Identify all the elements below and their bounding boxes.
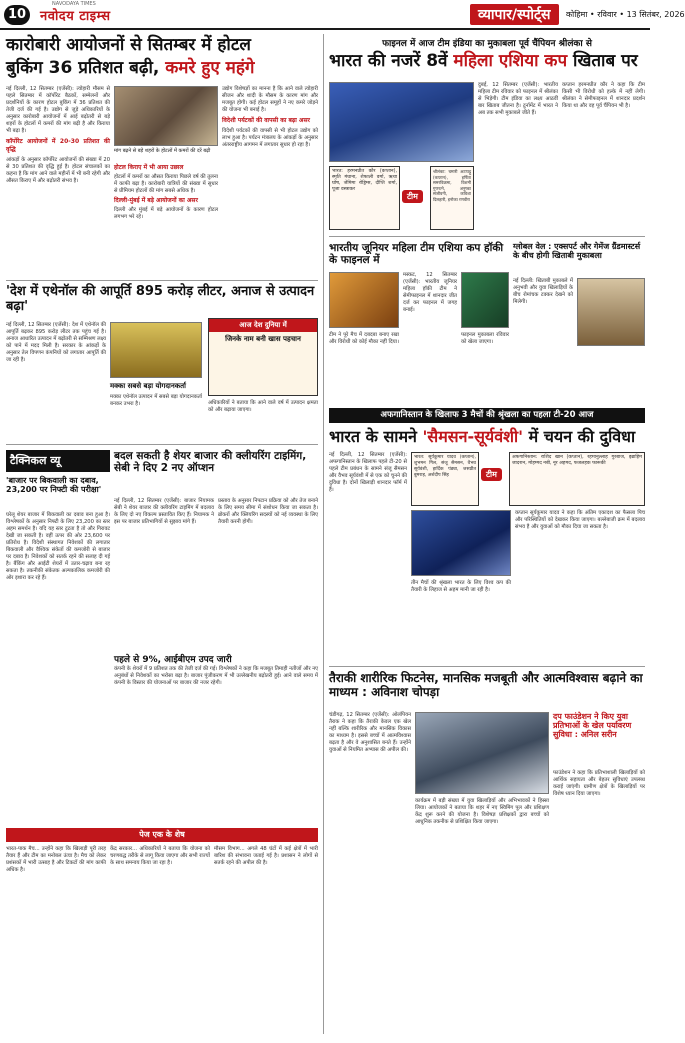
ethanol-photo — [110, 322, 202, 378]
hotel-body-col-3: उद्योग विशेषज्ञों का मानना है कि आने वाले त्योहारी सीजन और शादी के मौसम के कारण मांग और मजबूत होगी। कई होटल समूहों ने नए कमरे जोड़ने की योजना भी बनाई है। विदेशी पर्यटकों की वापसी का बढ़ा असर विदेशी पर्यटकों की वापसी से भी होटल उद्योग को लाभ हुआ है। पर्यटन मंत्रालय के आंकड़ों के अनुसार अंतरराष्ट्रीय आगमन में लगातार सुधार हो रहा है। — [222, 86, 318, 148]
swim-side-headline[interactable]: दप फाउंडेशन ने किए युवा प्रतिभाओं के खेल पर्यावरण सुविधा : अनिल सरीन — [553, 712, 632, 740]
inset-box[interactable] — [208, 318, 318, 396]
swim-body-2: कार्यक्रम में बड़ी संख्या में युवा खिलाड़ियों और अभिभावकों ने हिस्सा लिया। आयोजकों ने बताया कि शहर में नए स्विमिंग पूल और प्रशिक्षण केंद्र शुरू करने की योजना है। विशेषज्ञ प्रशिक्षकों द्वारा बच्चों को आधुनिक तकनीक से प्रशिक्षित किया जाएगा। — [415, 798, 549, 825]
hockey-headline[interactable]: भारतीय जूनियर महिला टीम एशिया कप हॉकी के फाइनल में — [329, 242, 504, 267]
page-ek-body-3: मौसम विभाग... अगले 48 घंटों में कई क्षेत्रों में भारी बारिश की संभावना जताई गई है। प्रशासन ने लोगों से सतर्क रहने की अपील की है। — [214, 846, 318, 866]
inset-box-title: आज देश दुनिया में — [209, 319, 317, 332]
rule — [6, 280, 318, 281]
samson-team-label: टीम — [481, 468, 502, 481]
hotel-body-col-1: नई दिल्ली, 12 सितम्बर (एजेंसी): त्योहारी मौसम से पहले सितम्बर में कॉर्पोरेट बैठकों, सम्मेलनों और प्रदर्शनियों के कारण होटल बुकिंग में 36 प्रतिशत की तेजी दर्ज की गई है। उद्योग से जुड़े अधिकारियों के अनुसार कारोबारी आयोजनों में आई बढ़ोतरी से बड़े शहरों के होटलों में कमरों की मांग बढ़ी है और किराया भी बढ़ा है। कॉर्पोरेट आयोजनों में 20-30 प्रतिशत की वृद्धि आंकड़ों के अनुसार कॉर्पोरेट आयोजनों की संख्या में 20 से 30 प्रतिशत की वृद्धि हुई है। होटल संचालकों का कहना है कि मांग आने वाले महीनों में भी बनी रहेगी और औसत किराए में और बढ़ोतरी संभव है। — [6, 86, 110, 184]
hockey-body-2: टीम ने पूरे मैच में दबदबा बनाए रखा और विरोधी को कोई मौका नहीं दिया। — [329, 332, 399, 345]
swim-side-body: फाउंडेशन ने कहा कि प्रतिभाशाली खिलाड़ियों को आर्थिक सहायता और बेहतर सुविधाएं उपलब्ध कराई जाएंगी। ग्रामीण क्षेत्रों के खिलाड़ियों पर विशेष ध्यान दिया जाएगा। — [553, 770, 645, 797]
hotel-headline-1: कारोबारी आयोजनों से सितम्बर में होटल — [6, 35, 251, 55]
rule — [329, 666, 645, 667]
hotel-headline-2: बुकिंग 36 प्रतिशत बढ़ी, — [6, 57, 160, 78]
date-line: कोहिमा • रविवार • 13 सितंबर, 2026 — [566, 10, 685, 19]
samson-photo — [411, 510, 511, 576]
cricket-kicker: फाइनल में आज टीम इंडिया का मुकाबला पूर्व चैंपियन श्रीलंका से — [382, 39, 592, 49]
rule — [6, 444, 318, 445]
sebi-body-1: नई दिल्ली, 12 सितम्बर (एजेंसी): बाजार नियामक सेबी ने शेयर बाजार की क्लीयरिंग टाइमिंग में बदलाव के लिए दो नए विकल्प प्रस्तावित किए हैं। नियामक ने इस पर बाजार प्रतिभागियों से सुझाव मांगे हैं। — [114, 498, 214, 525]
cricket-body-1: दुबई, 12 सितम्बर (एजेंसी): भारतीय महिला टीम रविवार को फाइनल में श्रीलंका से भिड़ेगी। टीम इंडिया का लक्ष्य आठवीं बार खिताब जीतना है। टूर्नामेंट में भारत ने अब तक सभी मुकाबले जीते हैं। — [478, 82, 558, 116]
hotel-story[interactable] — [6, 36, 318, 78]
samson-body-1: नई दिल्ली, 12 सितम्बर (एजेंसी): अफगानिस्तान के खिलाफ पहले टी-20 से पहले टीम प्रबंधन के सामने संजू सैमसन और वैभव सूर्यवंशी में से एक को चुनने की दुविधा है। दोनों खिलाड़ी शानदार फॉर्म में हैं। — [329, 452, 407, 493]
hotel-headline-red: कमरे हुए महंगे — [165, 57, 255, 78]
swim-body-1: चंडीगढ़, 12 सितम्बर (एजेंसी): ओलंपियन तैराक ने कहा कि तैराकी केवल एक खेल नहीं बल्कि शारीरिक और मानसिक विकास का माध्यम है। इससे बच्चों में आत्मविश्वास बढ़ता है और वे अनुशासित बनते हैं। उन्होंने युवाओं से नियमित अभ्यास की अपील की। — [329, 712, 411, 753]
ethanol-sub: मक्का सबसे बड़ा योगदानकर्ता — [110, 382, 186, 390]
samson-afg-squad: अफगानिस्तान: राशिद खान (कप्तान), रहमानुल्लाह गुरबाज, इब्राहिम जादरान, मोहम्मद नबी, नूर अहमद, फजलहक फारूकी — [512, 455, 642, 467]
ethanol-body-3: अधिकारियों ने बताया कि आने वाले वर्ष में उत्पादन क्षमता को और बढ़ाया जाएगा। — [208, 400, 318, 413]
technical-label: टैक्निकल व्यू — [6, 450, 110, 472]
cricket-headline-block[interactable] — [329, 52, 645, 72]
hotel-sub-1: कॉर्पोरेट आयोजनों में 20-30 प्रतिशत की वृद्धि — [6, 138, 110, 153]
hotel-sub-2: होटल किराए में भी आया उछाल — [114, 164, 184, 171]
sl-squad: श्रीलंका: चमारी अटापट्टू (कप्तान), हर्षिता समरविक्रमा, विशमी गुणरत्ने, अनुष्का संजीवनी, कविशा दिलहारी, इनोका रणवीरा — [433, 169, 471, 202]
sebi-headline[interactable]: बदल सकती है शेयर बाजार की क्लीयरिंग टाइमिंग, सेबी ने दिए 2 नए ऑप्शन — [114, 450, 307, 475]
badminton-headline[interactable]: ग्लोबल वेल : एक्सपर्ट और गेमेंज ग्रैंडमास्टर्स के बीच होगी खिताबी मुकाबला — [513, 242, 641, 261]
ethanol-headline[interactable]: 'देश में एथेनॉल की आपूर्ति 895 करोड़ लीटर, अनाज से उत्पादन बढ़ा' — [6, 284, 315, 314]
section-label: व्यापार/स्पोर्ट्स — [470, 4, 559, 25]
inset-box-text: जिनके नाम बनी खास पहचान — [225, 335, 301, 343]
masthead[interactable]: नवोदय टाइम्स — [40, 9, 111, 24]
sebi-body-2: प्रस्ताव के अनुसार निपटान प्रक्रिया को और तेज बनाने के लिए समय सीमा में संशोधन किया जा सकता है। ब्रोकरों और क्लियरिंग सदस्यों को नई व्यवस्था के लिए तैयारी करनी होगी। — [218, 498, 318, 525]
afg-squad-box — [509, 452, 645, 506]
hockey-photo-1 — [329, 272, 399, 328]
hockey-body-1: मस्कट, 12 सितम्बर (एजेंसी): भारतीय जूनियर महिला हॉकी टीम ने सेमीफाइनल में शानदार जीत दर्ज कर फाइनल में जगह बनाई। — [403, 272, 457, 313]
ethanol-body-2: मक्का एथेनॉल उत्पादन में सबसे बड़ा योगदानकर्ता बनकर उभरा है। — [110, 394, 202, 407]
cricket-body-2: कप्तान हरमनप्रीत कौर ने कहा कि टीम किसी भी विरोधी को हल्के में नहीं लेगी। श्रीलंका ने सेमीफाइनल में शानदार प्रदर्शन किया था और वह पूर्व चैंपियन भी है। — [562, 82, 645, 109]
cricket-headline-red: महिला एशिया कप — [453, 51, 568, 71]
afghan-band: अफगानिस्तान के खिलाफ 3 मैचों की श्रृंखला का पहला टी-20 आज — [329, 408, 645, 423]
rule — [329, 236, 645, 237]
samson-headline: भारत के सामने — [329, 427, 417, 446]
badminton-photo — [577, 278, 645, 346]
page-number: 10 — [4, 5, 30, 25]
page-header — [0, 0, 685, 30]
technical-body: घरेलू शेयर बाजार में बिकवाली का दबाव बना हुआ है। विश्लेषकों के अनुसार निफ्टी के लिए 23,200 का स्तर अहम समर्थन है। यदि यह स्तर टूटता है तो और गिरावट देखी जा सकती है। वहीं ऊपर की ओर 23,600 पर प्रतिरोध है। विदेशी संस्थागत निवेशकों की लगातार बिकवाली और वैश्विक संकेतों की कमजोरी से बाजार पर दबाव है। निवेशकों को सतर्क रहने की सलाह दी गई है। बैंकिंग और आईटी शेयरों में उतार-चढ़ाव बना रह सकता है। तकनीकी संकेतक अल्पकालिक कमजोरी की ओर इशारा कर रहे हैं। — [6, 512, 110, 581]
india-squad: भारत: हरमनप्रीत कौर (कप्तान), स्मृति मंधाना, शेफाली वर्मा, ऋचा घोष, जेमिमा रोड्रिग्स, दीप्ति शर्मा, पूजा वस्त्राकर — [332, 169, 397, 192]
sebi-body-3: कंपनी के शेयरों में 9 प्रतिशत तक की तेजी दर्ज की गई। विश्लेषकों ने कहा कि मजबूत तिमाही नतीजों और नए अनुबंधों से निवेशकों का भरोसा बढ़ा है। बाजार पूंजीकरण में भी उल्लेखनीय बढ़ोतरी हुई। आने वाले समय में कंपनी के विस्तार की योजनाओं पर बाजार की नजर रहेगी। — [114, 666, 318, 686]
ethanol-body-1: नई दिल्ली, 12 सितम्बर (एजेंसी): देश में एथेनॉल की आपूर्ति बढ़कर 895 करोड़ लीटर तक पहुंच गई है। अनाज आधारित उत्पादन में बढ़ोतरी से सम्मिश्रण लक्ष्य को पाने में मदद मिली है। सरकार के आंकड़ों के अनुसार तेल विपणन कंपनियों को लगातार आपूर्ति की जा रही है। — [6, 322, 106, 363]
samson-body-2: कप्तान सूर्यकुमार यादव ने कहा कि अंतिम एकादश का फैसला पिच और परिस्थितियों को देखकर किया जाएगा। बल्लेबाजी क्रम में बदलाव संभव है और युवाओं को मौका दिया जा सकता है। — [515, 510, 645, 530]
hotel-sub-4: विदेशी पर्यटकों की वापसी का बढ़ा असर — [222, 117, 311, 124]
swim-headline[interactable]: तैराकी शारीरिक फिटनेस, मानसिक मजबूती और आत्मविश्वास बढ़ाने का माध्यम : अविनाश चोपड़ा — [329, 671, 643, 699]
sl-squad-box — [430, 166, 474, 230]
hotel-photo — [114, 86, 218, 146]
sebi-sub: पहले से 9%, आईबीएम उपद जारी — [114, 655, 232, 665]
small-masthead: NAVODAYA TIMES — [52, 1, 96, 7]
samson-india-squad: भारत: सूर्यकुमार यादव (कप्तान), शुभमन गिल, संजू सैमसन, वैभव सूर्यवंशी, हार्दिक पंड्या, जसप्रीत बुमराह, अर्शदीप सिंह — [414, 455, 476, 478]
page-ek-body-1: भारत-पाक मैच... उन्होंने कहा कि खिलाड़ी पूरी तरह तैयार हैं और टीम का मनोबल ऊंचा है। मैच को लेकर प्रशंसकों में भारी उत्साह है और टिकटों की मांग काफी अधिक है। — [6, 846, 106, 873]
hotel-body-col-2: होटल किराए में भी आया उछाल होटलों में कमरों का औसत किराया पिछले वर्ष की तुलना में काफी बढ़ा है। कारोबारी यात्रियों की संख्या में सुधार से प्रीमियम होटलों की मांग सबसे अधिक है। दिल्ली-मुंबई में बड़े आयोजनों का असर दिल्ली और मुंबई में बड़े आयोजनों के कारण होटल लगभग भरे रहे। — [114, 164, 218, 220]
swim-photo — [415, 712, 549, 794]
cricket-photo — [329, 82, 474, 162]
page-ek-label: पेज एक के शेष — [6, 828, 318, 842]
hockey-body-3: फाइनल मुकाबला रविवार को खेला जाएगा। — [461, 332, 509, 345]
technical-headline[interactable]: 'बाजार पर बिकवाली का दबाव, 23,200 पर निफ्टी की परीक्षा' — [6, 476, 102, 495]
column-divider — [323, 34, 324, 1034]
cricket-headline: भारत की नजरें 8वें — [329, 51, 448, 71]
badminton-body: नई दिल्ली: खिताबी मुकाबले में अनुभवी और युवा खिलाड़ियों के बीच रोमांचक टक्कर देखने को मिलेगी। — [513, 278, 573, 305]
samson-headline-red: 'सैमसन-सूर्यवंशी' — [422, 427, 524, 446]
hotel-photo-caption: मांग बढ़ने से बड़े शहरों के होटलों में कमरों की दरें बढ़ी — [114, 148, 211, 154]
page-ek-body-2: केंद्र सरकार... अधिकारियों ने बताया कि योजना को चरणबद्ध तरीके से लागू किया जाएगा और सभी राज्यों के साथ समन्वय किया जा रहा है। — [110, 846, 210, 866]
india-squad-box — [329, 166, 400, 230]
samson-body-3: तीन मैचों की श्रृंखला भारत के लिए विश्व कप की तैयारी के लिहाज से अहम मानी जा रही है। — [411, 580, 511, 593]
team-label: टीम — [402, 190, 423, 203]
samson-headline-block[interactable] — [329, 428, 645, 446]
hotel-sub-3: दिल्ली-मुंबई में बड़े आयोजनों का असर — [114, 197, 198, 204]
cricket-headline-end: खिताब पर — [573, 51, 638, 71]
samson-headline-end: में चयन की दुविधा — [528, 427, 636, 446]
hockey-photo-2 — [461, 272, 509, 328]
india-t20-squad-box — [411, 452, 479, 506]
